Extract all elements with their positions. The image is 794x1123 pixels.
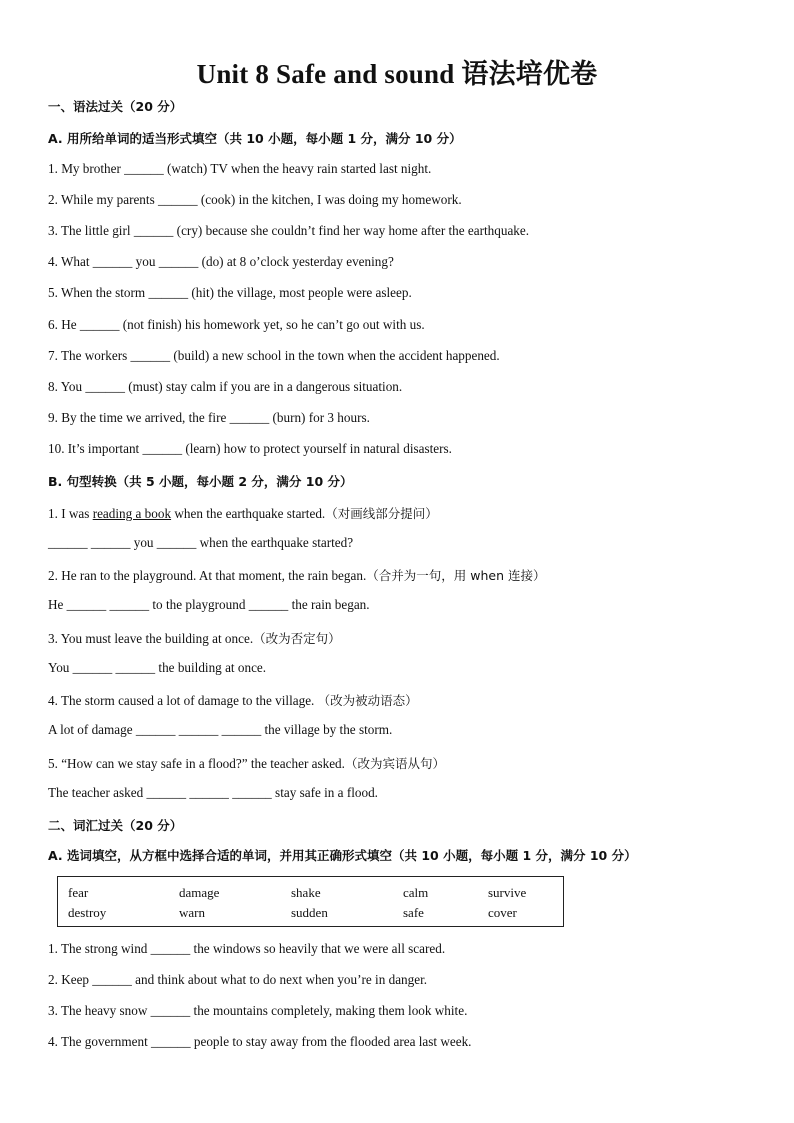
q5-text: 5. “How can we stay safe in a flood?” the teacher asked.: [48, 756, 345, 771]
word-bank-word: sudden: [291, 905, 328, 920]
word-bank-word: destroy: [68, 905, 107, 920]
partB-question-4: [48, 691, 418, 709]
page-title: [0, 52, 794, 91]
word-bank-word: calm: [403, 885, 429, 900]
word-bank-word: damage: [179, 885, 220, 900]
partA-item-3: 3. The little girl ______ (cry) because she couldn’t find her way home after the earthquake.: [48, 223, 530, 238]
partA-item-7: 7. The workers ______ (build) a new school in the town when the accident happened.: [48, 348, 500, 363]
partB-heading: B. 句型转换（共 5 小题，每小题 2 分，满分 10 分）: [48, 474, 353, 489]
partA-item-1: 1. My brother ______ (watch) TV when the heavy rain started last night.: [48, 161, 432, 176]
vocabA-item-3: 3. The heavy snow ______ the mountains completely, making them look white.: [48, 1003, 468, 1018]
q2-text: 2. He ran to the playground. At that moment, the rain began.: [48, 568, 367, 583]
partB-question-2: [48, 566, 545, 584]
q5-instruction: （改为宾语从句）: [344, 756, 445, 771]
word-bank-word: survive: [488, 885, 527, 900]
partB-answer-1: ______ ______ you ______ when the earthquake started?: [48, 535, 354, 550]
partB-answer-2: He ______ ______ to the playground ______ the rain began.: [48, 597, 370, 612]
word-bank-box: [57, 876, 564, 927]
vocabA-item-4: 4. The government ______ people to stay away from the flooded area last week.: [48, 1034, 472, 1049]
q4-instruction: （改为被动语态）: [317, 693, 418, 708]
section2-heading: 二、词汇过关（20 分）: [48, 818, 183, 833]
q3-instruction: （改为否定句）: [253, 631, 341, 646]
partA-item-6: 6. He ______ (not finish) his homework yet, so he can’t go out with us.: [48, 317, 425, 332]
word-bank-word: cover: [488, 905, 517, 920]
word-bank-word: safe: [403, 905, 424, 920]
partB-question-5: [48, 754, 445, 772]
partA-item-9: 9. By the time we arrived, the fire ______ (burn) for 3 hours.: [48, 410, 370, 425]
word-bank-word: shake: [291, 885, 321, 900]
q2-instruction: （合并为一句，用 when 连接）: [366, 568, 546, 583]
q1-instruction: （对画线部分提问）: [325, 506, 438, 521]
partA-item-10: 10. It’s important ______ (learn) how to protect yourself in natural disasters.: [48, 441, 452, 456]
partB-question-3: [48, 629, 341, 647]
partB-question-1: [48, 504, 438, 522]
partA-heading: A. 用所给单词的适当形式填空（共 10 小题，每小题 1 分，满分 10 分）: [48, 131, 462, 146]
section1-heading: 一、语法过关（20 分）: [48, 99, 183, 114]
partB-answer-4: A lot of damage ______ ______ ______ the village by the storm.: [48, 722, 393, 737]
partB-answer-3: You ______ ______ the building at once.: [48, 660, 267, 675]
word-bank-word: fear: [68, 885, 89, 900]
q1-text-post: when the earthquake started.: [171, 506, 326, 521]
word-bank-word: warn: [179, 905, 205, 920]
partA-item-5: 5. When the storm ______ (hit) the village, most people were asleep.: [48, 285, 412, 300]
q4-text: 4. The storm caused a lot of damage to the village.: [48, 693, 318, 708]
vocabA-item-1: 1. The strong wind ______ the windows so heavily that we were all scared.: [48, 941, 446, 956]
vocabA-item-2: 2. Keep ______ and think about what to do next when you’re in danger.: [48, 972, 428, 987]
partA-item-2: 2. While my parents ______ (cook) in the kitchen, I was doing my homework.: [48, 192, 462, 207]
q1-text-pre: 1. I was: [48, 506, 93, 521]
title-chinese: 语法培优卷: [461, 59, 598, 90]
partA-item-8: 8. You ______ (must) stay calm if you are in a dangerous situation.: [48, 379, 403, 394]
q1-underlined-phrase: reading a book: [92, 506, 172, 521]
partB-answer-5: The teacher asked ______ ______ ______ stay safe in a flood.: [48, 785, 378, 800]
title-english: Unit 8 Safe and sound: [196, 59, 455, 89]
q3-text: 3. You must leave the building at once.: [48, 631, 254, 646]
partA-item-4: 4. What ______ you ______ (do) at 8 o’clock yesterday evening?: [48, 254, 394, 269]
vocabA-heading: A. 选词填空，从方框中选择合适的单词，并用其正确形式填空（共 10 小题，每小题 1 分，满分 10 分）: [48, 848, 637, 863]
